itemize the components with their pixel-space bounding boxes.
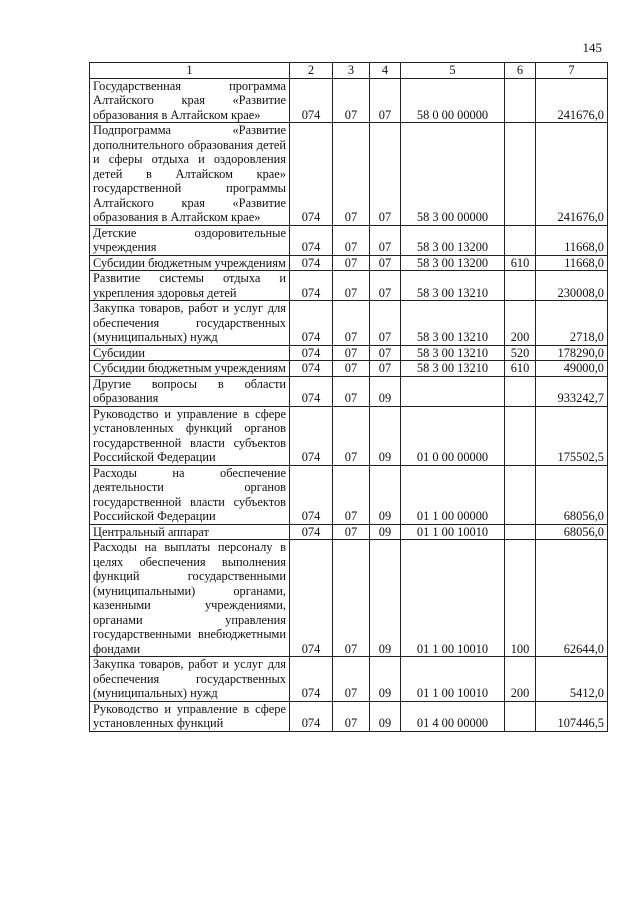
column-header: 4 [370,63,401,79]
table-row [90,701,608,731]
subsection-code-cell: 07 [370,225,401,255]
expense-type-cell: 520 [505,345,536,361]
admin-code-cell: 074 [290,78,333,123]
section-code-cell: 07 [333,524,370,540]
subsection-code-cell: 09 [370,701,401,731]
admin-code-cell: 074 [290,465,333,524]
amount-cell: 933242,7 [536,376,608,406]
admin-code-cell: 074 [290,406,333,465]
section-code-cell: 07 [333,657,370,702]
target-article-cell: 58 3 00 00000 [401,123,505,226]
row-name-cell: Закупка товаров, работ и услуг для обеспечения государственных (муниципальных) нужд [90,657,290,702]
target-article-cell: 58 3 00 13200 [401,225,505,255]
target-article-cell: 01 1 00 10010 [401,540,505,657]
amount-cell: 68056,0 [536,465,608,524]
table-row [90,524,608,540]
section-code-cell: 07 [333,78,370,123]
amount-cell: 5412,0 [536,657,608,702]
column-header: 7 [536,63,608,79]
expense-type-cell [505,465,536,524]
admin-code-cell: 074 [290,524,333,540]
table-row [90,225,608,255]
target-article-cell: 01 0 00 00000 [401,406,505,465]
target-article-cell: 01 4 00 00000 [401,701,505,731]
subsection-code-cell: 09 [370,540,401,657]
budget-table [89,62,608,732]
section-code-cell: 07 [333,465,370,524]
table-row [90,123,608,226]
row-name-cell: Государственная программа Алтайского края «Развитие образования в Алтайском крае» [90,78,290,123]
expense-type-cell [505,271,536,301]
expense-type-cell [505,524,536,540]
expense-type-cell: 200 [505,301,536,346]
row-name-cell: Субсидии бюджетным учреждениям [90,361,290,377]
table-row [90,361,608,377]
section-code-cell: 07 [333,225,370,255]
subsection-code-cell: 07 [370,361,401,377]
page-number: 145 [582,40,602,55]
subsection-code-cell: 09 [370,376,401,406]
target-article-cell: 58 3 00 13210 [401,301,505,346]
amount-cell: 230008,0 [536,271,608,301]
section-code-cell: 07 [333,255,370,271]
amount-cell: 178290,0 [536,345,608,361]
subsection-code-cell: 09 [370,524,401,540]
row-name-cell: Субсидии бюджетным учреждениям [90,255,290,271]
target-article-cell: 01 1 00 10010 [401,524,505,540]
row-name-cell: Руководство и управление в сфере установленных функций органов государственной власти субъектов Российской Федерации [90,406,290,465]
admin-code-cell: 074 [290,701,333,731]
expense-type-cell [505,701,536,731]
admin-code-cell: 074 [290,271,333,301]
row-name-cell: Закупка товаров, работ и услуг для обеспечения государственных (муниципальных) нужд [90,301,290,346]
row-name-cell: Другие вопросы в области образования [90,376,290,406]
column-header: 2 [290,63,333,79]
amount-cell: 241676,0 [536,123,608,226]
admin-code-cell: 074 [290,361,333,377]
row-name-cell: Субсидии [90,345,290,361]
row-name-cell: Расходы на обеспечение деятельности органов государственной власти субъектов Российской Федерации [90,465,290,524]
target-article-cell: 01 1 00 00000 [401,465,505,524]
admin-code-cell: 074 [290,345,333,361]
admin-code-cell: 074 [290,225,333,255]
target-article-cell: 58 3 00 13200 [401,255,505,271]
table-row [90,301,608,346]
section-code-cell: 07 [333,361,370,377]
amount-cell: 2718,0 [536,301,608,346]
column-header: 1 [90,63,290,79]
row-name-cell: Подпрограмма «Развитие дополнительного образования детей и сферы отдыха и оздоровления детей в Алтайском крае» государственной программы Алтайского края «Развитие образования в Алтайском крае» [90,123,290,226]
row-name-cell: Руководство и управление в сфере установленных функций [90,701,290,731]
subsection-code-cell: 07 [370,123,401,226]
column-header: 5 [401,63,505,79]
amount-cell: 241676,0 [536,78,608,123]
column-header: 3 [333,63,370,79]
subsection-code-cell: 09 [370,657,401,702]
target-article-cell: 58 3 00 13210 [401,345,505,361]
admin-code-cell: 074 [290,376,333,406]
target-article-cell [401,376,505,406]
admin-code-cell: 074 [290,540,333,657]
row-name-cell: Детские оздоровительные учреждения [90,225,290,255]
amount-cell: 68056,0 [536,524,608,540]
expense-type-cell: 610 [505,361,536,377]
column-header: 6 [505,63,536,79]
section-code-cell: 07 [333,123,370,226]
table-row [90,406,608,465]
table-header-row [90,63,608,79]
table-row [90,540,608,657]
section-code-cell: 07 [333,540,370,657]
subsection-code-cell: 09 [370,465,401,524]
section-code-cell: 07 [333,345,370,361]
amount-cell: 49000,0 [536,361,608,377]
section-code-cell: 07 [333,701,370,731]
amount-cell: 11668,0 [536,225,608,255]
section-code-cell: 07 [333,271,370,301]
admin-code-cell: 074 [290,301,333,346]
expense-type-cell [505,123,536,226]
table-row [90,271,608,301]
table-row [90,465,608,524]
subsection-code-cell: 07 [370,78,401,123]
row-name-cell: Расходы на выплаты персоналу в целях обеспечения выполнения функций государственными (муниципальными) органами, казенными учреждениями, органами управления государственными внебюджетными фондами [90,540,290,657]
amount-cell: 175502,5 [536,406,608,465]
table-row [90,345,608,361]
amount-cell: 107446,5 [536,701,608,731]
target-article-cell: 01 1 00 10010 [401,657,505,702]
expense-type-cell: 610 [505,255,536,271]
expense-type-cell [505,225,536,255]
expense-type-cell [505,406,536,465]
target-article-cell: 58 3 00 13210 [401,271,505,301]
table-row [90,78,608,123]
expense-type-cell [505,78,536,123]
target-article-cell: 58 0 00 00000 [401,78,505,123]
row-name-cell: Развитие системы отдыха и укрепления здоровья детей [90,271,290,301]
subsection-code-cell: 07 [370,301,401,346]
expense-type-cell: 100 [505,540,536,657]
amount-cell: 62644,0 [536,540,608,657]
subsection-code-cell: 09 [370,406,401,465]
row-name-cell: Центральный аппарат [90,524,290,540]
admin-code-cell: 074 [290,123,333,226]
section-code-cell: 07 [333,376,370,406]
admin-code-cell: 074 [290,255,333,271]
subsection-code-cell: 07 [370,255,401,271]
section-code-cell: 07 [333,301,370,346]
subsection-code-cell: 07 [370,271,401,301]
subsection-code-cell: 07 [370,345,401,361]
expense-type-cell [505,376,536,406]
table-row [90,255,608,271]
amount-cell: 11668,0 [536,255,608,271]
section-code-cell: 07 [333,406,370,465]
admin-code-cell: 074 [290,657,333,702]
table-row [90,657,608,702]
table-row [90,376,608,406]
expense-type-cell: 200 [505,657,536,702]
target-article-cell: 58 3 00 13210 [401,361,505,377]
